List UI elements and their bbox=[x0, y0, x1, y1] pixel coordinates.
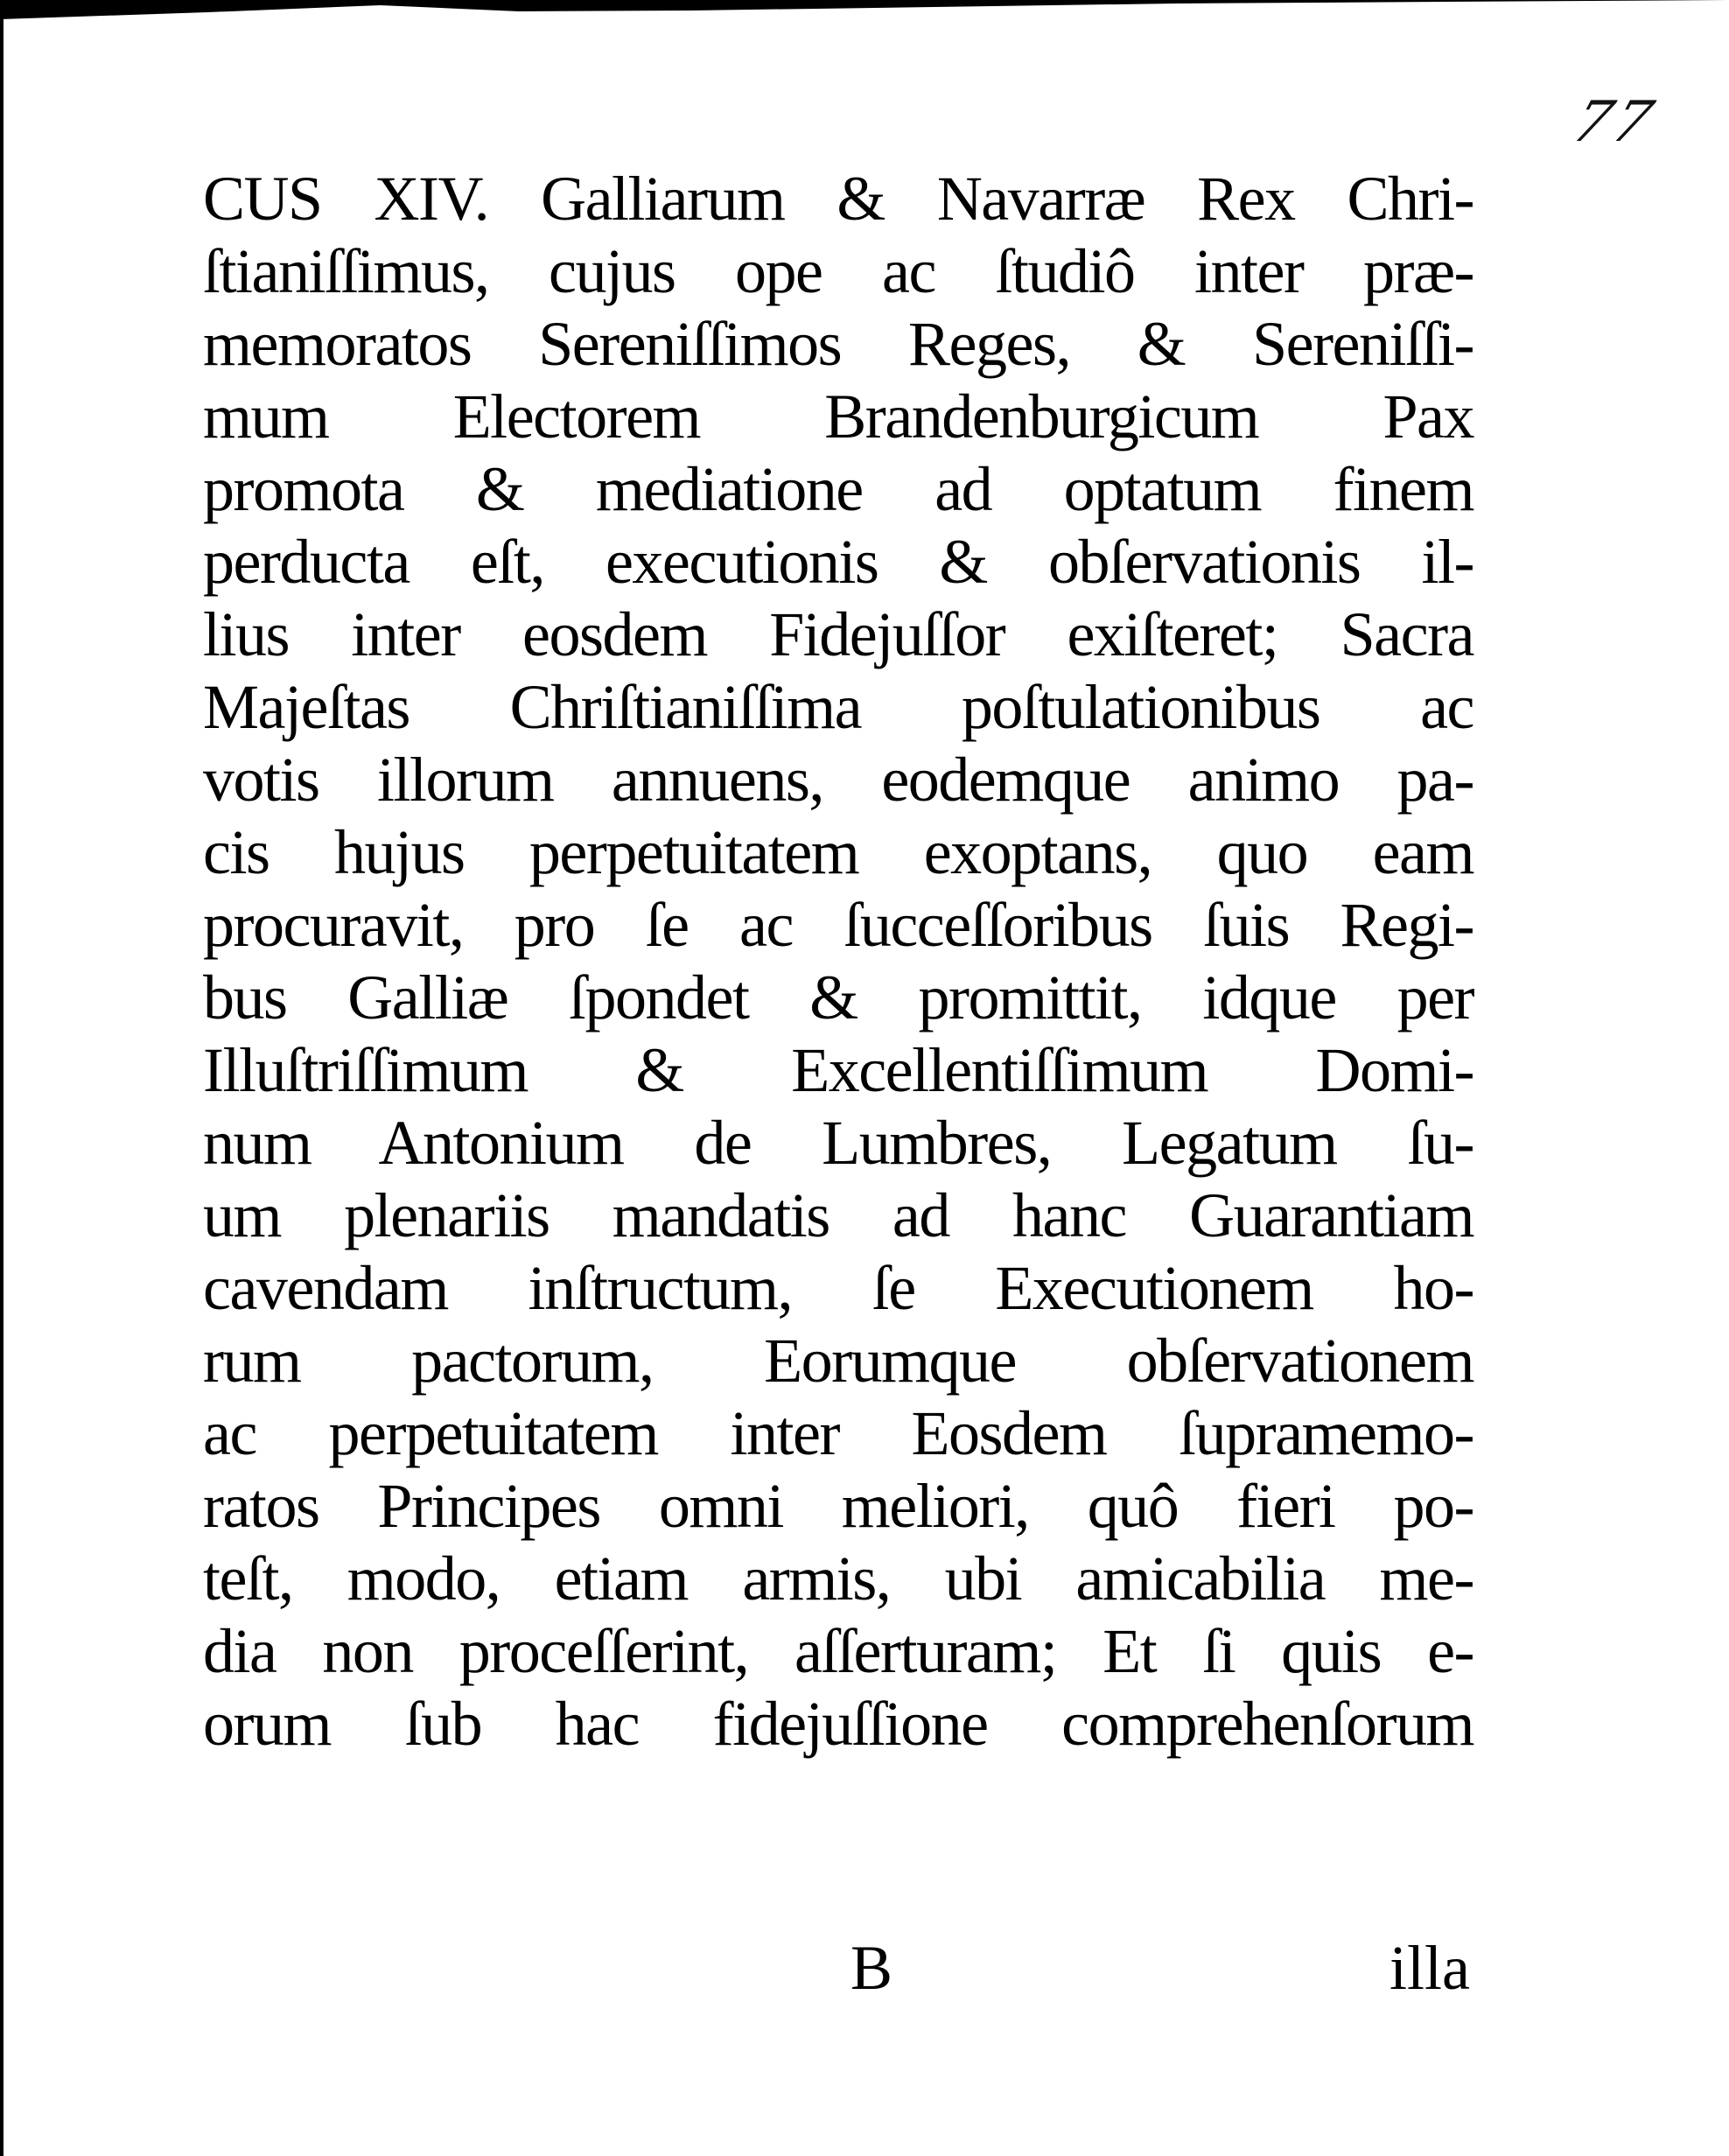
text-line: orum ſub hac fidejuſſione comprehenſorum bbox=[203, 1689, 1474, 1759]
text-line: bus Galliæ ſpondet & promittit, idque per bbox=[203, 962, 1474, 1032]
text-line: ac perpetuitatem inter Eosdem ſupramemo- bbox=[203, 1398, 1474, 1468]
text-line: ſtianiſſimus, cujus ope ac ſtudiô inter præ- bbox=[203, 236, 1474, 306]
text-line: Illuſtriſſimum & Excellentiſſimum Domi- bbox=[203, 1035, 1474, 1105]
text-line: cavendam inſtructum, ſe Executionem ho- bbox=[203, 1253, 1474, 1323]
text-line: votis illorum annuens, eodemque animo pa- bbox=[203, 745, 1474, 815]
text-line: lius inter eosdem Fidejuſſor exiſteret; Sacra bbox=[203, 599, 1474, 669]
text-line: dia non proceſſerint, aſſerturam; Et ſi quis e- bbox=[203, 1616, 1474, 1686]
text-line: cis hujus perpetuitatem exoptans, quo eam bbox=[203, 817, 1474, 887]
text-line: promota & mediatione ad optatum finem bbox=[203, 454, 1474, 524]
text-line: num Antonium de Lumbres, Legatum ſu- bbox=[203, 1108, 1474, 1178]
body-text bbox=[203, 163, 1474, 1760]
text-line: perducta eſt, executionis & obſervationis il- bbox=[203, 527, 1474, 597]
text-line: rum pactorum, Eorumque obſervationem bbox=[203, 1326, 1474, 1396]
handwritten-page-number: 77 bbox=[1564, 90, 1664, 155]
scan-border-left bbox=[0, 0, 4, 2156]
scan-border-top bbox=[0, 0, 1729, 21]
text-line: um plenariis mandatis ad hanc Guarantiam bbox=[203, 1180, 1474, 1250]
text-line: Majeſtas Chriſtianiſſima poſtulationibus ac bbox=[203, 672, 1474, 742]
text-line: procuravit, pro ſe ac ſucceſſoribus ſuis Regi- bbox=[203, 890, 1474, 960]
text-line: mum Electorem Brandenburgicum Pax bbox=[203, 382, 1474, 452]
text-line: memoratos Sereniſſimos Reges, & Sereniſſi- bbox=[203, 309, 1474, 379]
text-line: teſt, modo, etiam armis, ubi amicabilia me- bbox=[203, 1544, 1474, 1614]
signature-mark: B bbox=[850, 1933, 893, 2003]
text-line: CUS XIV. Galliarum & Navarræ Rex Chri- bbox=[203, 164, 1474, 234]
catchword: illa bbox=[1390, 1933, 1470, 2003]
page-footer bbox=[0, 1932, 1729, 2011]
text-line: ratos Principes omni meliori, quô fieri po- bbox=[203, 1471, 1474, 1541]
